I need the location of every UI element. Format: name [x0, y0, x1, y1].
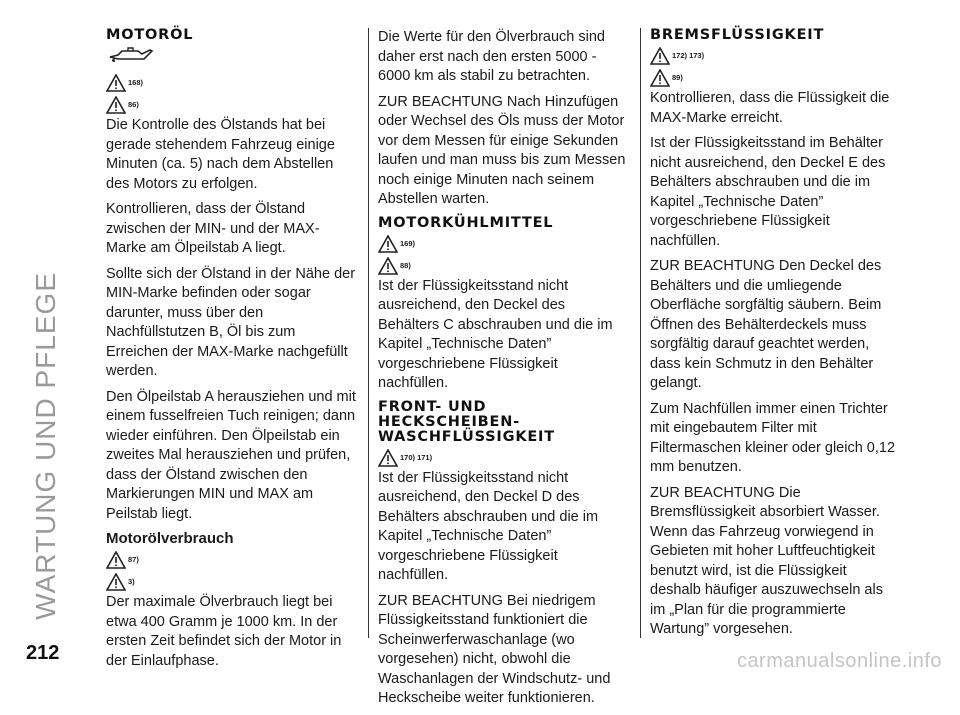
warning-reference — [378, 447, 628, 467]
paragraph: Zum Nachfüllen immer einen Trichter mit eingebautem Filter mit Filtermaschen kleiner oder gleich 0,12 mm benutzen. — [650, 400, 896, 475]
warning-triangle-icon — [106, 74, 126, 92]
warning-triangle-icon — [378, 449, 398, 467]
section-heading-bremsfluessigkeit: BREMSFLÜSSIGKEIT — [650, 27, 825, 43]
paragraph: Die Werte für den Ölverbrauch sind daher erst nach den ersten 5000 - 6000 km als stabil zu betrachten. — [378, 29, 606, 84]
paragraph: ZUR BEACHTUNG Nach Hinzufügen oder Wechsel des Öls muss der Motor vor dem Messen für einige Sekunden laufen und man muss bis zum Messen noch einige Minuten nach seinem Abstellen warten. — [378, 93, 626, 207]
caution-reference — [106, 94, 356, 114]
heading-line: HECKSCHEIBEN- — [378, 413, 520, 430]
subheading-oil-consumption: Motorölverbrauch — [106, 530, 234, 547]
paragraph: ZUR BEACHTUNG Den Deckel des Behälters und die umliegende Oberfläche sorgfältig säubern. Beim Öffnen des Behälterdeckels muss sorgfältig darauf geachtet werden, dass kein Schmutz in den Behälter gelangt. — [650, 258, 882, 391]
paragraph: Ist der Flüssigkeitsstand nicht ausreichend, den Deckel D des Behälters abschrauben und die im Kapitel „Technische Daten” vorgeschriebene Flüssigkeit nachfüllen. — [378, 469, 599, 583]
paragraph: Ist der Flüssigkeitsstand nicht ausreichend, den Deckel des Behälters C abschrauben und die im Kapitel „Technische Daten” vorgeschriebene Flüssigkeit nachfüllen. — [378, 277, 613, 391]
reference-number: 3) — [128, 577, 135, 586]
warning-triangle-icon — [106, 96, 126, 114]
warning-triangle-icon — [650, 47, 670, 65]
section-heading-motoroel: MOTORÖL — [106, 27, 194, 43]
caution-reference — [106, 549, 356, 569]
reference-number: 89) — [672, 73, 683, 82]
column-2 — [378, 28, 628, 715]
oil-can-icon — [108, 45, 154, 63]
watermark: carmanualsonline.info — [736, 650, 942, 672]
column-divider-right — [640, 28, 641, 638]
heading-line: WASCHFLÜSSIGKEIT — [378, 428, 555, 445]
reference-number: 168) — [128, 78, 144, 87]
reference-number: 88) — [400, 260, 411, 270]
paragraph: Kontrollieren, dass der Ölstand zwischen der MIN- und der MAX-Marke am Ölpeilstab A liegt. — [106, 201, 320, 256]
warning-triangle-icon — [650, 69, 670, 87]
column-divider-left — [368, 28, 369, 638]
paragraph: ZUR BEACHTUNG Bei niedrigem Flüssigkeitsstand funktioniert die Scheinwerferwaschanlage (wo vorgesehen) nicht, obwohl die Waschanlagen der Windschutz- und Heckscheibe weiter funktionieren. — [378, 592, 611, 706]
warning-reference — [650, 45, 900, 65]
column-1 — [106, 28, 356, 677]
column-3 — [650, 28, 900, 646]
warning-triangle-icon — [378, 235, 398, 253]
caution-reference — [106, 571, 356, 591]
warning-reference — [378, 233, 628, 253]
chapter-side-title: WARTUNG UND PFLEGE — [30, 272, 61, 620]
paragraph: Den Ölpeilstab A herausziehen und mit einem fusselfreien Tuch reinigen; dann wieder einführen. Den Ölpeilstab ein zweites Mal herausziehen und prüfen, dass der Ölstand zwischen den Markierungen MIN und MAX am Peilstab liegt. — [106, 388, 356, 522]
section-heading-motorkuehlmittel: MOTORKÜHLMITTEL — [378, 214, 554, 231]
paragraph: Der maximale Ölverbrauch liegt bei etwa 400 Gramm je 1000 km. In der ersten Zeit befindet sich der Motor in der Einlaufphase. — [106, 594, 342, 669]
caution-reference — [650, 67, 900, 87]
paragraph: Ist der Flüssigkeitsstand im Behälter nicht ausreichend, den Deckel E des Behälters abschrauben und die im Kapitel „Technische Daten” vorgeschriebene Flüssigkeit nachfüllen. — [650, 135, 886, 249]
reference-number: 86) — [128, 100, 139, 109]
paragraph: Sollte sich der Ölstand in der Nähe der MIN-Marke befinden oder sogar darunter, muss über den Nachfüllstutzen B, Öl bis zum Erreichen der MAX-Marke nachgefüllt werden. — [106, 265, 356, 379]
warning-triangle-icon — [106, 551, 126, 569]
heading-line: FRONT- UND — [378, 398, 487, 415]
page-number: 212 — [26, 642, 60, 664]
caution-reference — [378, 255, 628, 275]
paragraph: Die Kontrolle des Ölstands hat bei gerade stehendem Fahrzeug einige Minuten (ca. 5) nach dem Abstellen des Motors zu erfolgen. — [106, 117, 335, 192]
warning-triangle-icon — [106, 573, 126, 591]
warning-triangle-icon — [378, 257, 398, 275]
reference-number: 87) — [128, 555, 139, 564]
warning-reference — [106, 72, 356, 92]
reference-number: 170) 171) — [400, 452, 433, 462]
reference-number: 172) 173) — [672, 51, 705, 60]
paragraph: ZUR BEACHTUNG Die Bremsflüssigkeit absorbiert Wasser. Wenn das Fahrzeug vorwiegend in Gebieten mit hoher Luftfeuchtigkeit benutzt wird, ist die Flüssigkeit deshalb häufiger auszuwechseln als im „Plan für die programmierte Wartung” vorgesehen. — [650, 484, 883, 637]
reference-number: 169) — [400, 238, 416, 248]
section-heading-waschfluessigkeit — [378, 400, 628, 445]
paragraph: Kontrollieren, dass die Flüssigkeit die MAX-Marke erreicht. — [650, 90, 890, 126]
